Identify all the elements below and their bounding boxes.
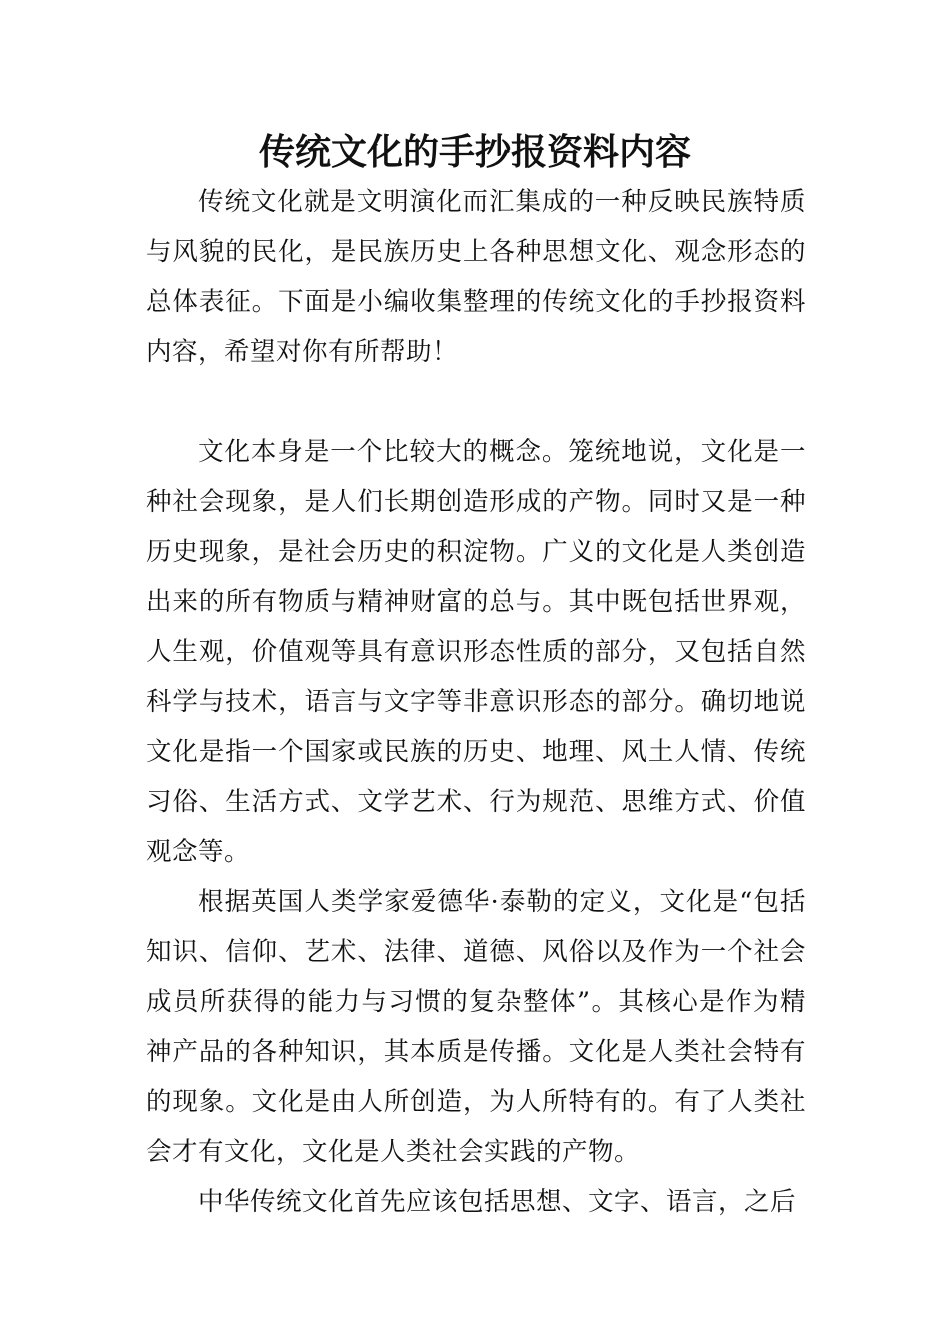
document-title: 传统文化的手抄报资料内容	[258, 131, 691, 173]
body-paragraph-chinese-culture: 中华传统文化首先应该包括思想、文字、语言，之后	[198, 1187, 797, 1217]
intro-paragraph: 传统文化就是文明演化而汇集成的一种反映民族特质与风貌的民化，是民族历史上各种思想文化、观念形态的总体表征。下面是小编收集整理的传统文化的手抄报资料内容，希望对你有所帮助！	[146, 187, 806, 367]
body-paragraph-culture-concept: 文化本身是一个比较大的概念。笼统地说，文化是一种社会现象，是人们长期创造形成的产物。同时又是一种历史现象，是社会历史的积淀物。广义的文化是人类创造出来的所有物质与精神财富的总与。其中既包括世界观，人生观，价值观等具有意识形态性质的部分，又包括自然科学与技术，语言与文字等非意识形态的部分。确切地说文化是指一个国家或民族的历史、地理、风土人情、传统习俗、生活方式、文学艺术、行为规范、思维方式、价值观念等。	[146, 437, 806, 867]
body-paragraph-tylor-definition: 根据英国人类学家爱德华·泰勒的定义，文化是“包括知识、信仰、艺术、法律、道德、风俗以及作为一个社会成员所获得的能力与习惯的复杂整体”。其核心是作为精神产品的各种知识，其本质是传播。文化是人类社会特有的现象。文化是由人所创造，为人所特有的。有了人类社会才有文化，文化是人类社会实践的产物。	[146, 887, 806, 1167]
